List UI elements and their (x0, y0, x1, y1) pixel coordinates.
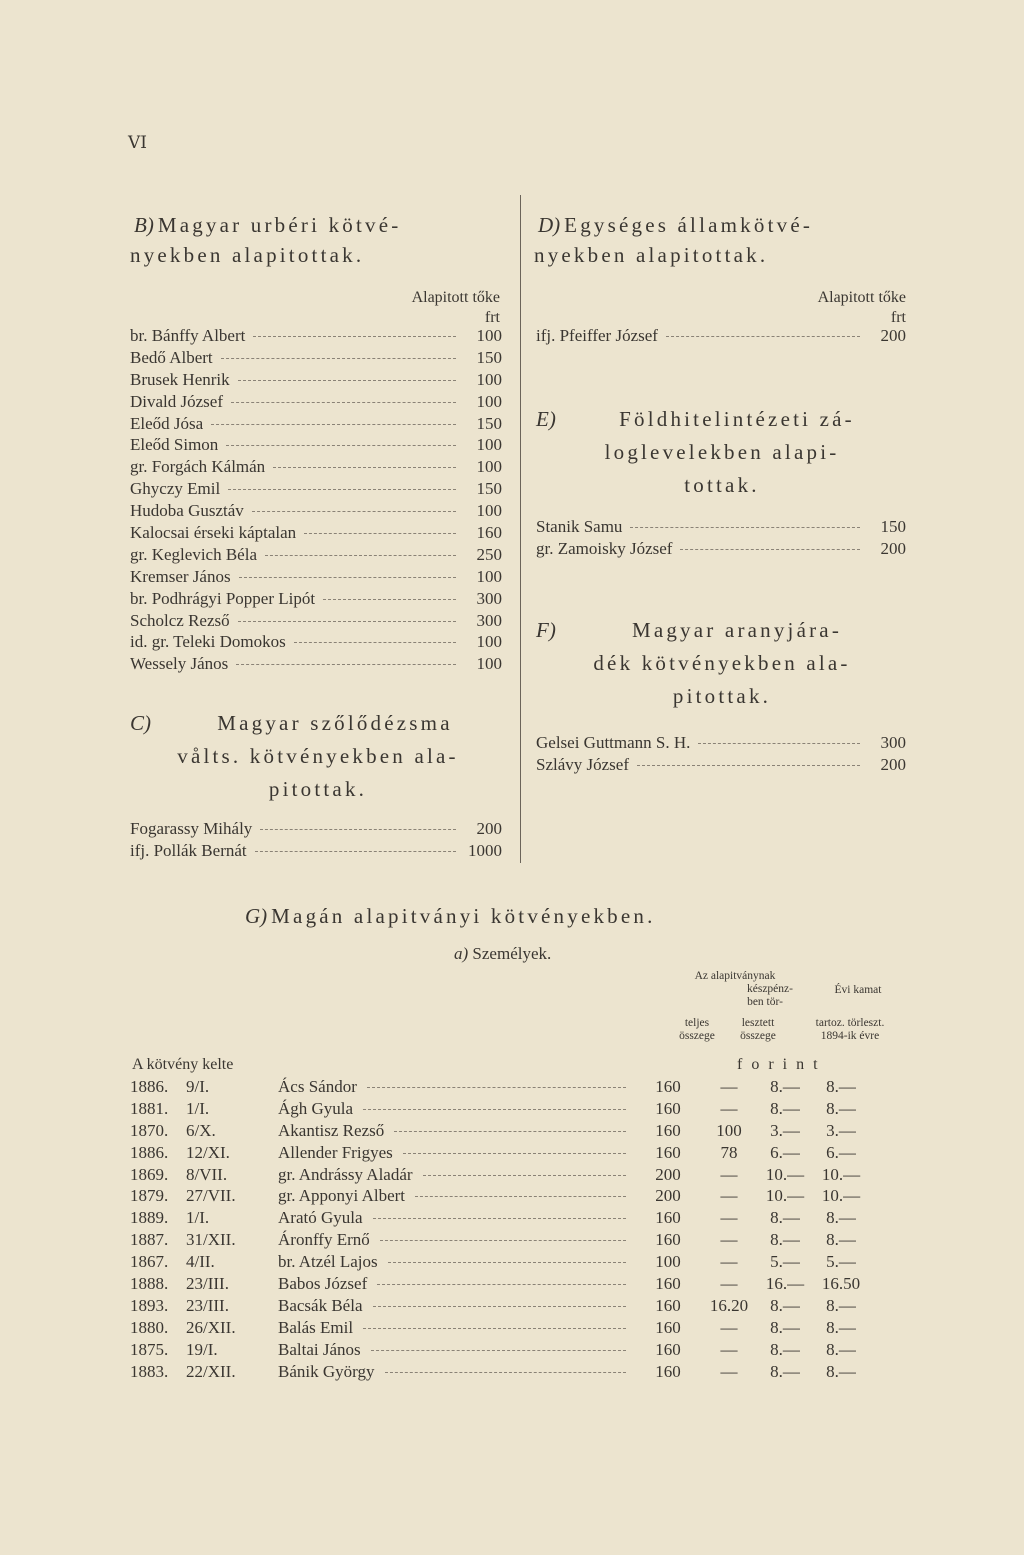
bond-year: 1880. (130, 1317, 169, 1337)
total-amount: 160 (655, 1339, 681, 1359)
leader-dots (423, 1175, 626, 1176)
leader-dots (403, 1153, 626, 1154)
founder-name: gr. Keglevich Béla (130, 544, 257, 564)
founder-name: ifj. Pollák Bernát (130, 840, 247, 860)
repayment: 8.— (826, 1077, 856, 1096)
leader-dots (211, 424, 456, 425)
founder-cell (278, 1318, 633, 1340)
repaid-amount: — (720, 1230, 738, 1250)
capital-value: 100 (476, 654, 502, 674)
capital-value: 100 (476, 369, 502, 389)
founder-name: Fogarassy Mihály (130, 819, 253, 838)
capital-value: 300 (476, 588, 502, 608)
section-b-list (130, 326, 502, 676)
capital-value: 100 (476, 501, 502, 521)
col-header-line2: frt (484, 309, 500, 326)
founder-name: Wessely János (130, 654, 229, 674)
founder-name: Hudoba Gusztáv (130, 501, 244, 521)
section-d-list (536, 326, 906, 348)
leader-dots (323, 599, 456, 600)
capital-value: 250 (476, 544, 502, 564)
total-amount: 160 (655, 1295, 681, 1315)
leader-dots (373, 1306, 627, 1307)
annual-interest: 3.— (770, 1120, 800, 1140)
repayment: 10.— (821, 1186, 861, 1206)
leader-dots (666, 336, 860, 337)
header-evi-line1: Évi kamat (834, 984, 882, 996)
annual-interest: 8.— (770, 1098, 800, 1118)
table-row (130, 1230, 867, 1252)
capital-value: 1000 (468, 840, 502, 860)
founder-name: gr. Andrássy Aladár (278, 1164, 413, 1184)
capital-value: 150 (476, 479, 502, 499)
total-amount: 160 (655, 1274, 681, 1294)
section-f-list (536, 733, 906, 777)
leader-dots (367, 1087, 626, 1088)
bond-date: 8/VII. (186, 1164, 228, 1184)
bond-date: 19/I. (186, 1339, 218, 1359)
repayment: 8.— (826, 1295, 856, 1315)
list-item (130, 326, 502, 348)
repaid-amount: — (720, 1274, 738, 1294)
section-e-title-line1: Földhitelintézeti zá- (619, 407, 855, 431)
annual-interest: 8.— (770, 1208, 800, 1228)
leader-dots (630, 527, 860, 528)
leader-dots (239, 577, 456, 578)
section-b-title-line2: nyekben alapitottak. (130, 243, 365, 267)
section-g-sub-title: Személyek. (472, 944, 552, 963)
section-c-title-line3: pitottak. (268, 777, 368, 801)
annual-interest: 16.— (765, 1274, 805, 1294)
total-amount: 200 (655, 1186, 681, 1206)
repayment: 16.50 (821, 1274, 861, 1294)
header-teljes (662, 1017, 732, 1043)
header-alapitvany-group (660, 970, 810, 1009)
founder-cell (278, 1121, 633, 1143)
bond-date: 23/III. (186, 1274, 229, 1294)
bond-year: 1883. (130, 1361, 169, 1381)
list-item (130, 632, 502, 654)
list-item (130, 841, 502, 863)
founder-name: Divald József (130, 391, 224, 411)
col-header-line1: Alapitott tőke (817, 289, 906, 306)
annual-interest: 8.— (770, 1317, 800, 1337)
founder-name: id. gr. Teleki Domokos (130, 632, 286, 652)
bond-date: 22/XII. (186, 1361, 236, 1381)
header-evre-line1: 1894-ik évre (820, 1030, 880, 1042)
table-row (130, 1099, 867, 1121)
founder-cell (278, 1296, 633, 1318)
repaid-amount: — (720, 1339, 738, 1359)
capital-value: 150 (476, 413, 502, 433)
annual-interest: 10.— (765, 1186, 805, 1206)
capital-value: 100 (476, 457, 502, 477)
list-item (130, 370, 502, 392)
section-d-title-line2: nyekben alapitottak. (534, 243, 769, 267)
founder-cell (278, 1340, 633, 1362)
list-item (130, 392, 502, 414)
founder-name: Baltai János (278, 1339, 361, 1359)
bond-year: 1893. (130, 1295, 169, 1315)
section-g-letter: G) (245, 904, 268, 928)
repaid-amount: — (720, 1252, 738, 1272)
table-row (130, 1165, 867, 1187)
header-lesztett (732, 1017, 784, 1043)
repaid-amount: — (720, 1208, 738, 1228)
annual-interest: 5.— (770, 1252, 800, 1272)
header-kelte: A kötvény kelte (132, 1056, 234, 1073)
header-group-line3: ben tör- (747, 996, 783, 1008)
leader-dots (226, 445, 456, 446)
founder-cell (278, 1099, 633, 1121)
total-amount: 160 (655, 1077, 681, 1096)
bond-year: 1886. (130, 1142, 169, 1162)
founder-name: Bánik György (278, 1361, 375, 1381)
leader-dots (253, 336, 456, 337)
section-f-letter: F) (536, 618, 556, 642)
section-c-heading (130, 707, 506, 806)
capital-value: 300 (880, 733, 906, 752)
list-item (536, 755, 906, 777)
header-teljes-line2: összege (679, 1030, 715, 1042)
bond-date: 9/I. (186, 1077, 210, 1096)
founder-cell (278, 1274, 633, 1296)
founder-cell (278, 1252, 633, 1274)
section-g-subheading (454, 944, 551, 964)
bond-year: 1867. (130, 1252, 169, 1272)
annual-interest: 6.— (770, 1142, 800, 1162)
total-amount: 160 (655, 1317, 681, 1337)
total-amount: 160 (655, 1142, 681, 1162)
section-e-heading (536, 403, 908, 502)
repayment: 3.— (826, 1120, 856, 1140)
founder-cell (278, 1230, 633, 1252)
founder-name: gr. Zamoisky József (536, 538, 673, 558)
total-amount: 160 (655, 1361, 681, 1381)
list-item (130, 414, 502, 436)
leader-dots (228, 489, 456, 490)
founder-name: Áronffy Ernő (278, 1230, 370, 1250)
capital-value: 150 (880, 517, 906, 536)
list-item (536, 326, 906, 348)
founder-cell (278, 1362, 633, 1384)
leader-dots (377, 1284, 626, 1285)
founder-name: Balás Emil (278, 1317, 354, 1337)
founder-name: ifj. Pfeiffer József (536, 326, 658, 345)
bond-date: 6/X. (186, 1120, 216, 1140)
leader-dots (238, 380, 456, 381)
list-item (130, 435, 502, 457)
list-item (536, 539, 906, 561)
section-e-letter: E) (536, 407, 556, 431)
column-divider (520, 195, 521, 863)
leader-dots (385, 1372, 627, 1373)
leader-dots (371, 1350, 626, 1351)
bond-year: 1869. (130, 1164, 169, 1184)
repayment: 5.— (826, 1252, 856, 1272)
leader-dots (260, 829, 456, 830)
founder-name: Eleőd Simon (130, 435, 219, 455)
list-item (130, 457, 502, 479)
repayment: 8.— (826, 1230, 856, 1250)
leader-dots (236, 664, 456, 665)
bond-date: 26/XII. (186, 1317, 236, 1337)
section-b-col-header (360, 288, 500, 328)
capital-value: 200 (880, 538, 906, 558)
col-header-line1: Alapitott tőke (411, 289, 500, 306)
annual-interest: 8.— (770, 1361, 800, 1381)
bond-year: 1887. (130, 1230, 169, 1250)
founder-name: Ágh Gyula (278, 1098, 354, 1118)
capital-value: 150 (476, 347, 502, 367)
list-item (130, 567, 502, 589)
section-c-list (130, 819, 502, 863)
founder-cell (278, 1186, 633, 1208)
capital-value: 200 (476, 819, 502, 838)
founder-name: Ghyczy Emil (130, 479, 221, 499)
section-d-heading (534, 210, 814, 270)
section-d-title-line1: Egységes államkötvé- (564, 213, 814, 237)
bond-date: 1/I. (186, 1208, 210, 1228)
leader-dots (698, 743, 860, 744)
founder-name: Kalocsai érseki káptalan (130, 523, 297, 543)
section-e-title-line2: loglevelekben alapi- (604, 440, 840, 464)
repaid-amount: — (720, 1077, 738, 1096)
section-g-title: Magán alapitványi kötvényekben. (271, 904, 656, 928)
list-item (536, 733, 906, 755)
founder-name: br. Atzél Lajos (278, 1252, 378, 1272)
founder-name: Babos József (278, 1274, 368, 1294)
leader-dots (294, 642, 456, 643)
repayment: 8.— (826, 1361, 856, 1381)
leader-dots (394, 1131, 626, 1132)
header-forint: forint (737, 1056, 827, 1073)
bond-date: 12/XI. (186, 1142, 230, 1162)
table-row (130, 1274, 867, 1296)
bond-date: 4/II. (186, 1252, 215, 1272)
total-amount: 160 (655, 1208, 681, 1228)
capital-value: 100 (476, 391, 502, 411)
section-f-heading (536, 614, 908, 713)
annual-interest: 8.— (770, 1230, 800, 1250)
table-row (130, 1252, 867, 1274)
total-amount: 100 (655, 1252, 681, 1272)
repayment: 6.— (826, 1142, 856, 1162)
bond-date: 23/III. (186, 1295, 229, 1315)
repaid-amount: — (720, 1164, 738, 1184)
leader-dots (238, 621, 456, 622)
repayment: 8.— (826, 1098, 856, 1118)
header-group-line2: készpénz- (747, 983, 793, 995)
founder-cell (278, 1077, 633, 1099)
col-header-line2: frt (890, 309, 906, 326)
section-f-title-line1: Magyar aranyjára- (631, 618, 843, 642)
founder-name: Eleőd Jósa (130, 413, 204, 433)
section-c-title-line2: vålts. kötvényekben ala- (177, 744, 459, 768)
section-b-letter: B) (134, 213, 154, 237)
capital-value: 200 (880, 754, 906, 774)
leader-dots (265, 555, 456, 556)
section-e-list (536, 517, 906, 561)
capital-value: 300 (476, 610, 502, 630)
header-tartoz-line1: tartoz. törleszt. (815, 1017, 885, 1029)
list-item (130, 654, 502, 676)
founder-name: Akantisz Rezső (278, 1120, 385, 1140)
repaid-amount: 100 (716, 1120, 742, 1140)
annual-interest: 8.— (770, 1077, 800, 1096)
total-amount: 160 (655, 1230, 681, 1250)
founder-name: Bacsák Béla (278, 1295, 363, 1315)
page-number: VI (128, 133, 147, 153)
annual-interest: 8.— (770, 1295, 800, 1315)
list-item (130, 819, 502, 841)
repaid-amount: — (720, 1361, 738, 1381)
capital-value: 160 (476, 523, 502, 543)
table-row (130, 1143, 867, 1165)
founder-name: Kremser János (130, 566, 231, 586)
total-amount: 160 (655, 1120, 681, 1140)
table-row (130, 1121, 867, 1143)
founder-name: br. Podhrágyi Popper Lipót (130, 588, 316, 608)
table-row (130, 1362, 867, 1384)
list-item (130, 545, 502, 567)
table-row (130, 1208, 867, 1230)
bond-year: 1875. (130, 1339, 169, 1359)
bond-year: 1888. (130, 1274, 169, 1294)
founder-name: br. Bánffy Albert (130, 326, 246, 345)
capital-value: 100 (476, 566, 502, 586)
leader-dots (304, 533, 456, 534)
leader-dots (363, 1328, 626, 1329)
founder-name: Brusek Henrik (130, 369, 230, 389)
leader-dots (221, 358, 456, 359)
founder-name: gr. Forgách Kálmán (130, 457, 266, 477)
bond-date: 1/I. (186, 1098, 210, 1118)
founder-name: Bedő Albert (130, 347, 213, 367)
founder-name: Arató Gyula (278, 1208, 363, 1228)
list-item (130, 611, 502, 633)
repayment: 10.— (821, 1164, 861, 1184)
bond-year: 1870. (130, 1120, 169, 1140)
section-b-title-line1: Magyar urbéri kötvé- (157, 213, 402, 237)
founder-name: Allender Frigyes (278, 1142, 393, 1162)
header-tartoz-torleszt (786, 1017, 914, 1043)
bond-year: 1881. (130, 1098, 169, 1118)
founder-name: gr. Apponyi Albert (278, 1186, 406, 1206)
list-item (536, 517, 906, 539)
header-evi-kamat (808, 984, 908, 997)
founder-name: Ács Sándor (278, 1077, 357, 1096)
repaid-amount: 78 (720, 1142, 738, 1162)
table-row (130, 1340, 867, 1362)
founder-name: Stanik Samu (536, 517, 623, 536)
table-row (130, 1296, 867, 1318)
bond-date: 31/XII. (186, 1230, 236, 1250)
header-lesztett-line2: összege (740, 1030, 776, 1042)
capital-value: 200 (880, 326, 906, 345)
section-d-col-header (760, 288, 906, 328)
founder-cell (278, 1165, 633, 1187)
repayment: 8.— (826, 1339, 856, 1359)
total-amount: 200 (655, 1164, 681, 1184)
founder-name: Szlávy József (536, 754, 630, 774)
leader-dots (273, 467, 456, 468)
list-item (130, 348, 502, 370)
total-amount: 160 (655, 1098, 681, 1118)
header-teljes-line1: teljes (684, 1017, 710, 1029)
repaid-amount: — (720, 1098, 738, 1118)
table-row (130, 1318, 867, 1340)
table-row (130, 1077, 867, 1099)
leader-dots (637, 765, 860, 766)
header-group-line1: Az alapitványnak (694, 970, 776, 982)
section-g-sub-letter: a) (454, 944, 469, 963)
annual-interest: 10.— (765, 1164, 805, 1184)
capital-value: 100 (476, 435, 502, 455)
section-g-heading (245, 901, 656, 931)
bond-date: 27/VII. (186, 1186, 236, 1206)
leader-dots (231, 402, 456, 403)
founder-name: Scholcz Rezső (130, 610, 230, 630)
repayment: 8.— (826, 1317, 856, 1337)
founder-cell (278, 1143, 633, 1165)
section-g-table (130, 1077, 867, 1383)
section-f-title-line3: pitottak. (672, 684, 772, 708)
leader-dots (255, 851, 456, 852)
leader-dots (388, 1262, 626, 1263)
leader-dots (363, 1109, 626, 1110)
repaid-amount: 16.20 (709, 1295, 749, 1315)
section-f-title-line2: dék kötvényekben ala- (593, 651, 851, 675)
list-item (130, 501, 502, 523)
table-row (130, 1186, 867, 1208)
section-c-title-line1: Magyar szőlődézsma (217, 711, 453, 735)
annual-interest: 8.— (770, 1339, 800, 1359)
capital-value: 100 (476, 326, 502, 345)
repaid-amount: — (720, 1317, 738, 1337)
leader-dots (380, 1240, 626, 1241)
leader-dots (252, 511, 456, 512)
bond-year: 1886. (130, 1077, 169, 1096)
bond-year: 1879. (130, 1186, 169, 1206)
repaid-amount: — (720, 1186, 738, 1206)
founder-name: Gelsei Guttmann S. H. (536, 733, 691, 752)
section-c-letter: C) (130, 711, 151, 735)
leader-dots (415, 1196, 626, 1197)
header-lesztett-line1: lesztett (741, 1017, 775, 1029)
leader-dots (373, 1218, 626, 1219)
leader-dots (680, 549, 860, 550)
capital-value: 100 (476, 632, 502, 652)
repayment: 8.— (826, 1208, 856, 1228)
list-item (130, 589, 502, 611)
list-item (130, 479, 502, 501)
section-b-heading (130, 210, 402, 270)
bond-year: 1889. (130, 1208, 169, 1228)
section-d-letter: D) (538, 213, 561, 237)
founder-cell (278, 1208, 633, 1230)
section-e-title-line3: tottak. (684, 473, 760, 497)
list-item (130, 523, 502, 545)
